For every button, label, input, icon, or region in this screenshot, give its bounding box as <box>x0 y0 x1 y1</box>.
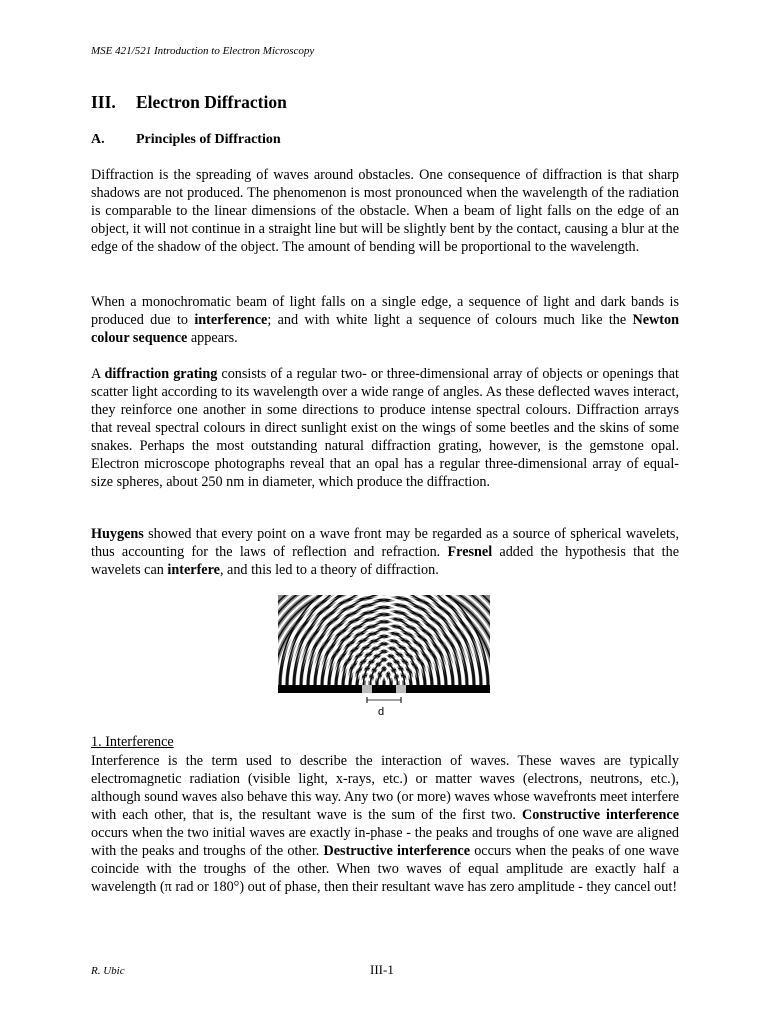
subsection-title: Principles of Diffraction <box>136 132 281 147</box>
term-interfere: interfere <box>167 562 220 578</box>
paragraph-huygens: Huygens showed that every point on a wave front may be regarded as a source of spherical wavelets, thus accounting for the laws of reflection and refraction. Fresnel added the hypothesis that the wavelets can interfere, and this led to a theory of diffraction. <box>91 526 679 578</box>
wave-interference-image <box>278 593 490 719</box>
section-number: III. <box>91 92 116 112</box>
term-diffraction-grating: diffraction grating <box>104 366 218 382</box>
slit-right <box>396 685 406 693</box>
footer-author: R. Ubic <box>91 965 125 977</box>
term-constructive-interference: Constructive interference <box>521 807 679 823</box>
running-header: MSE 421/521 Introduction to Electron Microscopy <box>91 45 315 57</box>
paragraph-interference: Interference is the term used to describe the interaction of waves. These waves are typically electromagnetic radiation (visible light, x-rays, etc.) or matter waves (electrons, neutrons, etc.), although sound waves also behave this way. Any two (or more) waves whose wavefronts meet interfere with each other, that is, the resultant wave is the sum of the first two. Constructive interference occurs when the two initial waves are exactly in-phase - the peaks and troughs of one wave are aligned with the peaks and troughs of the other. Destructive interference occurs when the peaks of one wave coincide with the troughs of the other. When two waves of equal amplitude are exactly half a wavelength (π rad or 180°) out of phase, then their resultant wave has zero amplitude - they cancel out! <box>91 753 679 895</box>
term-destructive-interference: Destructive interference <box>323 843 471 859</box>
slit-left <box>362 685 372 693</box>
slit-barrier <box>278 685 490 693</box>
term-newton-colour-sequence: Newton colour sequence <box>91 312 679 346</box>
section-heading <box>91 92 287 113</box>
term-huygens: Huygens <box>91 526 144 542</box>
paragraph-diffraction-intro: Diffraction is the spreading of waves around obstacles. One consequence of diffraction is that sharp shadows are not produced. The phenomenon is most pronounced when the wavelength of the radiation is comparable to the linear dimensions of the obstacle. When a beam of light falls on the edge of an object, it will not continue in a straight line but will be slightly bent by the contact, causing a blur at the edge of the shadow of the object. The amount of bending will be proportional to the wavelength. <box>91 167 679 255</box>
section-title: Electron Diffraction <box>136 92 287 112</box>
paragraph-monochromatic: When a monochromatic beam of light falls on a single edge, a sequence of light and dark bands is produced due to interference; and with white light a sequence of colours much like the Newton colour sequence appears. <box>91 294 679 346</box>
term-interference: interference <box>194 312 268 328</box>
paragraph-diffraction-grating: A diffraction grating consists of a regular two- or three-dimensional array of objects or openings that scatter light according to its wavelength over a wide range of angles. As these deflected waves interact, they reinforce one another in some directions to produce intense spectral colours. Diffraction arrays that reveal spectral colours in direct sunlight exist on the wings of some beetles and the skins of some snakes. Perhaps the most outstanding natural diffraction grating, however, is the gemstone opal. Electron microscope photographs reveal that an opal has a regular three-dimensional array of equal-size spheres, about 250 nm in diameter, which produce the diffraction. <box>91 366 679 490</box>
double-slit-interference-figure <box>278 593 490 719</box>
slit-separation-label: d <box>377 706 385 718</box>
page-number: III-1 <box>370 962 394 977</box>
subsection-heading <box>91 132 281 148</box>
term-fresnel: Fresnel <box>447 544 493 560</box>
subsection-letter: A. <box>91 132 105 147</box>
interference-heading: 1. Interference <box>91 734 174 750</box>
